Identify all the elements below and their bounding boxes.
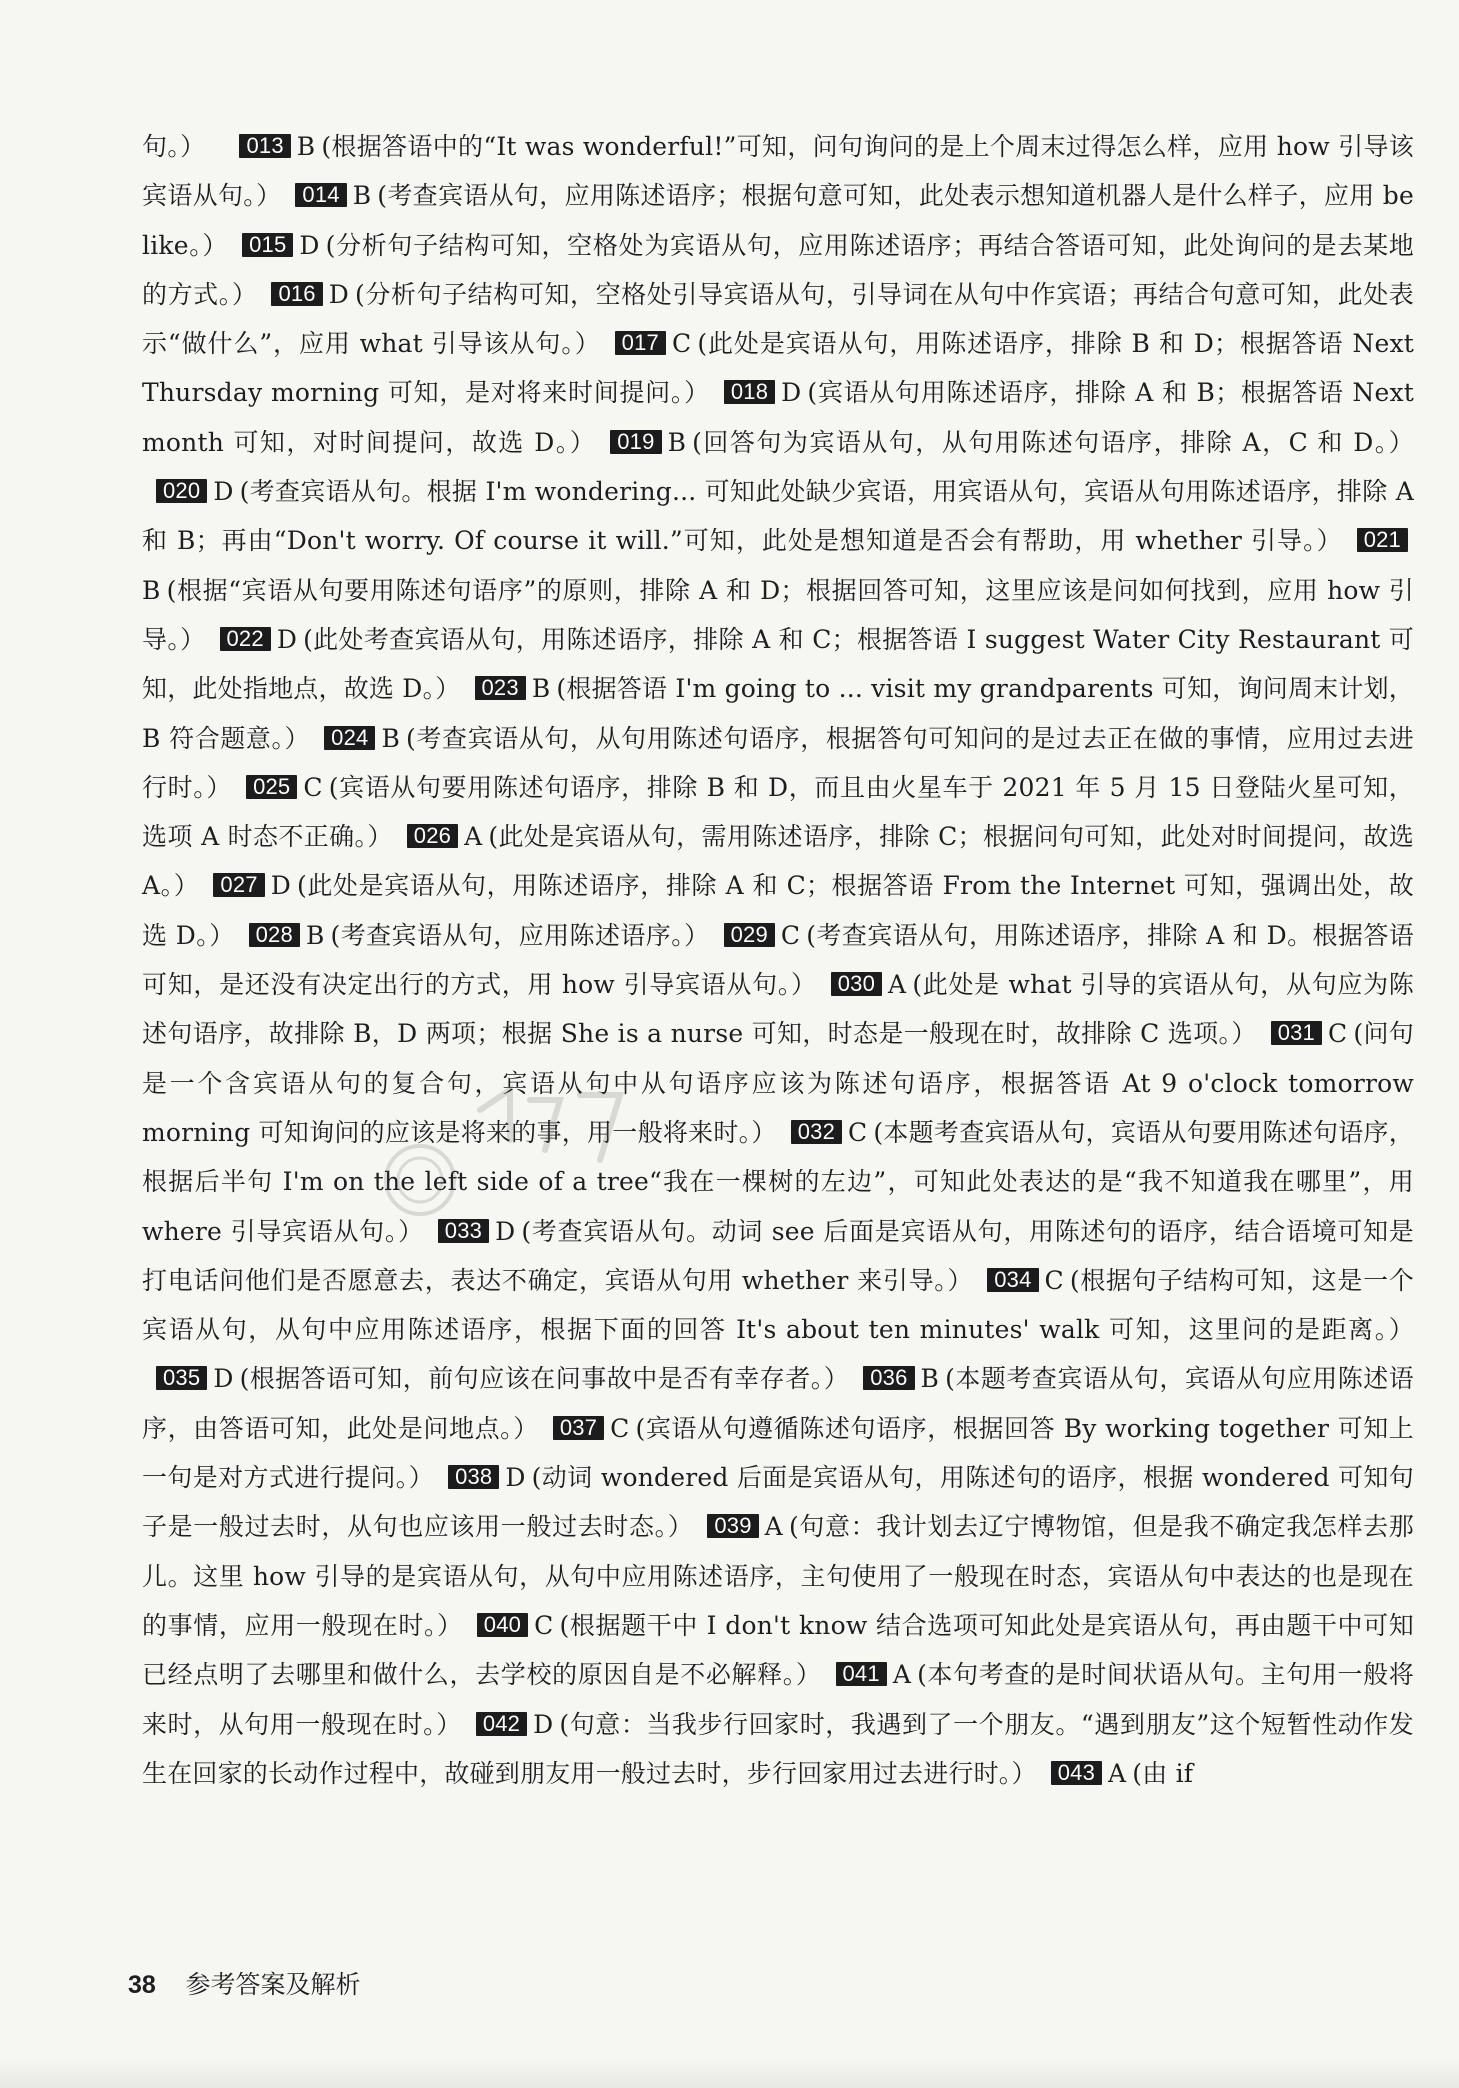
answer-explanation: (考查宾语从句。动词 see 后面是宾语从句，用陈述句的语序，结合语境可知是打电话问他们是否愿意去，表达不确定，宾语从句用 whether 来引导。） [142,1216,1415,1295]
answer-item [142,1364,849,1393]
question-number-badge: 015 [242,233,293,257]
answer-letter: C [534,1610,554,1640]
answer-explanation: (问句是一个含宾语从句的复合句，宾语从句中从句语序应该为陈述句语序，根据答语 At 9 o'clock tomorrow morning 可知询问的应该是将来的事，用一般将来时。） [142,1019,1414,1147]
answer-letter: B [381,723,401,753]
answer-letter: D [495,1216,516,1246]
question-number-badge: 027 [213,873,264,897]
answer-item [235,921,710,950]
question-number-badge: 041 [836,1662,887,1686]
question-number-badge: 018 [724,380,775,404]
answer-letter: C [780,920,801,950]
answer-explanation: (根据“宾语从句要用陈述句语序”的原则，排除 A 和 D；根据回答可知，这里应该是问如何找到，应用 how 引导。） [142,575,1414,654]
answer-explanation: (分析句子结构可知，空格处引导宾语从句，引导词在从句中作宾语；再结合句意可知，此处表示“做什么”，应用 what 引导该从句。） [142,279,1414,359]
answer-explanation: (句意：我计划去辽宁博物馆，但是我不确定我怎样去那儿。这里 how 引导的是宾语从句，从句中应用陈述语序，主句使用了一般现在时态，宾语从句中表达的也是现在的事情，应用一般现在时。） [142,1512,1414,1640]
answer-letter: B [142,575,161,605]
question-number-badge: 038 [448,1465,499,1489]
answer-explanation: (此处是宾语从句，用陈述语序，排除 B 和 D；根据答语 Next Thursday morning 可知，是对将来时间提问。） [142,329,1414,408]
question-number-badge: 014 [295,183,346,207]
footer-label: 参考答案及解析 [185,1970,361,1999]
question-number-badge: 039 [707,1514,758,1538]
question-number-badge: 040 [477,1613,528,1637]
answer-letter: A [464,822,483,852]
question-number-badge: 017 [615,331,666,355]
page-number: 38 [128,1971,156,1999]
question-number-badge: 037 [553,1416,604,1440]
question-number-badge: 042 [476,1712,527,1736]
answer-item [142,477,1414,555]
answer-explanation: (此处是宾语从句，用陈述语序，排除 A 和 C；根据答语 From the Internet 可知，强调出处，故选 D。） [142,871,1414,950]
question-number-badge: 013 [239,134,290,158]
answer-explanation: (由 if [1132,1758,1194,1788]
answer-letter: D [213,477,234,507]
answer-explanation: (根据答语可知，前句应该在问事故中是否有幸存者。） [239,1364,850,1394]
answer-explanations [142,122,1414,1798]
answer-letter: B [920,1364,940,1394]
question-number-badge: 024 [324,726,375,750]
question-number-badge: 025 [246,775,297,799]
answer-explanation: (考查宾语从句，从句用陈述句语序，根据答句可知问的是过去正在做的事情，应用过去进行时。） [142,723,1414,802]
question-number-badge: 019 [610,430,661,454]
answer-letter: B [352,181,372,211]
answer-explanation: (根据答语中的“It was wonderful!”可知，问句询问的是上个周末过得怎么样，应用 how 引导该宾语从句。） [142,132,1414,211]
answer-letter: C [1328,1019,1348,1049]
answer-letter: B [296,132,316,161]
question-number-badge: 021 [1357,528,1408,552]
answer-letter: D [270,871,291,901]
answer-letter: D [276,624,298,654]
answer-explanation: (宾语从句用陈述语序，排除 A 和 B；根据答语 Next month 可知，对时间提问，故选 D。） [142,378,1414,457]
question-number-badge: 026 [407,824,458,848]
answer-items-list [142,132,1414,1788]
answer-explanation: (根据答语 I'm going to ... visit my grandparents 可知，询问周末计划，B 符合题意。） [142,674,1414,753]
answer-explanation: (回答句为宾语从句，从句用陈述句语序，排除 A，C 和 D。） [692,427,1414,457]
answer-explanation: (本句考查的是时间状语从句。主句用一般将来时，从句用一般现在时。） [142,1660,1414,1739]
question-number-badge: 016 [271,282,322,306]
answer-letter: C [848,1117,868,1147]
question-number-badge: 032 [791,1120,842,1144]
answer-letter: C [671,329,692,359]
answer-letter: D [505,1463,526,1493]
question-number-badge: 035 [156,1366,207,1390]
question-number-badge: 022 [220,627,271,651]
answer-explanation: (动词 wondered 后面是宾语从句，用陈述句的语序，根据 wondered 可知句子是一般过去时，从句也应该用一般过去时态。） [142,1463,1415,1542]
page-footer [128,1965,360,2001]
answer-explanation: (句意：当我步行回家时，我遇到了一个朋友。“遇到朋友”这个短暂性动作发生在回家的长动作过程中，故碰到朋友用一般过去时，步行回家用过去进行时。） [142,1709,1414,1788]
answer-explanation: (本题考查宾语从句，宾语从句应用陈述语序，由答语可知，此处是问地点。） [142,1364,1414,1443]
question-number-badge: 029 [724,923,775,947]
answer-explanation: (根据题干中 I don't know 结合选项可知此处是宾语从句，再由题干中可知已经点明了去哪里和做什么，去学校的原因自是不必解释。） [142,1610,1414,1690]
question-number-badge: 031 [1271,1021,1322,1045]
question-number-badge: 020 [156,479,207,503]
answer-item [596,428,1414,457]
question-number-badge: 023 [475,676,526,700]
question-number-badge: 030 [831,972,882,996]
answer-letter: C [1044,1265,1064,1295]
answer-explanation: (考查宾语从句。根据 I'm wondering... 可知此处缺少宾语，用宾语从句，宾语从句用陈述语序，排除 A 和 B；再由“Don't worry. Of course it will.”可知，此处是想知道是否会有帮助，用 whether 引导。） [142,477,1414,556]
answer-letter: D [328,279,349,309]
answer-explanation: (根据句子结构可知，这是一个宾语从句，从句中应用陈述语序，根据下面的回答 It's about ten minutes' walk 可知，这里问的是距离。） [142,1265,1415,1345]
question-number-badge: 033 [438,1219,489,1243]
answer-letter: B [305,920,325,950]
answer-explanation: (本题考查宾语从句，宾语从句要用陈述句语序，根据后半句 I'm on the left side of a tree“我在一棵树的左边”，可知此处表达的是“我不知道我在哪里”，用 where 引导宾语从句。） [142,1117,1414,1246]
answer-letter: D [533,1709,554,1739]
answer-explanation: (分析句子结构可知，空格处为宾语从句，应用陈述语序；再结合答语可知，此处询问的是去某地的方式。） [142,230,1415,309]
answer-explanation: (考查宾语从句，应用陈述语序；根据句意可知，此处表示想知道机器人是什么样子，应用 be like。） [142,181,1415,260]
answer-letter: A [1108,1758,1127,1788]
answer-letter: B [667,427,687,457]
question-number-badge: 034 [987,1268,1038,1292]
page-edge-shadow [0,2058,1459,2088]
answer-letter: C [303,772,323,802]
answer-explanation: (此处考查宾语从句，用陈述语序，排除 A 和 C；根据答语 I suggest Water City Restaurant 可知，此处指地点，故选 D。） [142,624,1414,704]
answer-letter: B [531,674,551,704]
answer-explanation: (此处是宾语从句，需用陈述语序，排除 C；根据问句可知，此处对时间提问，故选 A。） [142,822,1414,901]
answer-explanation: (此处是 what 引导的宾语从句，从句应为陈述句语序，故排除 B，D 两项；根据 She is a nurse 可知，时态是一般现在时，故排除 C 选项。） [142,970,1414,1049]
answer-letter: A [764,1512,783,1542]
answer-letter: A [892,1660,912,1690]
answer-letter: D [299,230,320,260]
answer-explanation: (宾语从句遵循陈述句语序，根据回答 By working together 可知上一句是对方式进行提问。） [142,1413,1414,1493]
question-number-badge: 028 [249,923,300,947]
answer-item [1037,1759,1194,1788]
lead-in-text: 句。） [142,132,206,161]
answer-letter: C [610,1413,630,1443]
answer-explanation: (考查宾语从句，用陈述语序，排除 A 和 D。根据答语可知，是还没有决定出行的方式，用 how 引导宾语从句。） [142,920,1414,1000]
answer-letter: A [888,970,907,1000]
question-number-badge: 043 [1051,1761,1102,1785]
answer-explanation: (考查宾语从句，应用陈述语序。） [330,920,710,950]
answer-letter: D [781,378,802,408]
answer-letter: D [213,1364,234,1394]
answer-explanation: (宾语从句要用陈述句语序，排除 B 和 D，而且由火星车于 2021 年 5 月 15 日登陆火星可知，选项 A 时态不正确。） [142,772,1414,852]
question-number-badge: 036 [863,1366,914,1390]
